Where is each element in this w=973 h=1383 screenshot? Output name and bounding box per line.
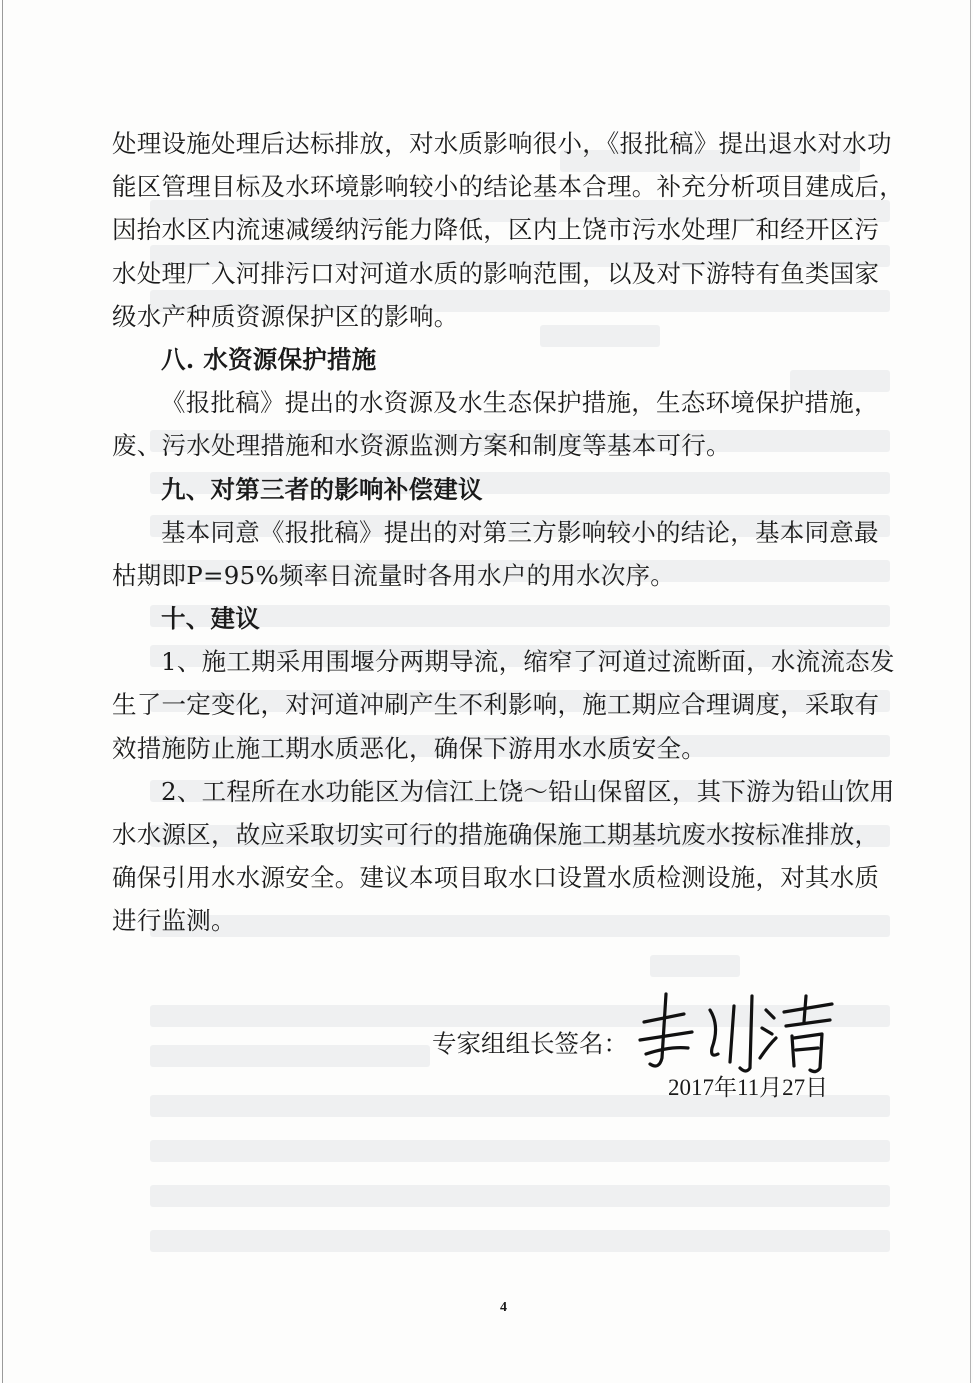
section-paragraph-line: 基本同意《报批稿》提出的对第三方影响较小的结论，基本同意最 [161,517,879,547]
body-line: 处理设施处理后达标排放，对水质影响很小，《报批稿》提出退水对水功 [112,129,892,158]
recommendation-line: 2、工程所在水功能区为信江上饶～铅山保留区，其下游为铅山饮用 [161,776,895,806]
section-paragraph-line: 废、污水处理措施和水资源监测方案和制度等基本可行。 [112,431,731,461]
section-paragraph-line: 《报批稿》提出的水资源及水生态保护措施，生态环境保护措施， [161,388,879,418]
body-line: 水处理厂入河排污口对河道水质的影响范围，以及对下游特有鱼类国家 [112,258,880,288]
section-paragraph-line: 枯期即P=95%频率日流量时各用水户的用水次序。 [112,560,675,590]
signature-date: 2017年11月27日 [668,1075,829,1100]
recommendation-line: 确保引用水水源安全。建议本项目取水口设置水质检测设施，对其水质 [112,863,880,893]
section-heading-third-party-compensation: 九、对第三者的影响补偿建议 [161,474,483,504]
recommendation-line: 生了一定变化，对河道冲刷产生不利影响，施工期应合理调度，采取有 [112,690,880,720]
section-heading-recommendations: 十、建议 [161,604,260,634]
body-line: 能区管理目标及水环境影响较小的结论基本合理。补充分析项目建成后， [112,172,904,202]
handwritten-signature [626,988,866,1078]
body-line: 因抬水区内流速减缓纳污能力降低，区内上饶市污水处理厂和经开区污 [112,215,880,245]
body-line: 级水产种质资源保护区的影响。 [112,301,459,331]
recommendation-line: 效措施防止施工期水质恶化，确保下游用水水质安全。 [112,733,706,763]
section-heading-water-protection: 八. 水资源保护措施 [161,344,377,374]
page-number: 4 [500,1300,507,1315]
recommendation-line: 1、施工期采用围堰分两期导流，缩窄了河道过流断面，水流流态发 [161,647,895,677]
signature-label: 专家组组长签名： [432,1029,628,1058]
recommendation-line: 水水源区，故应采取切实可行的措施确保施工期基坑废水按标准排放， [112,820,880,849]
document-body [112,122,902,943]
recommendation-line: 进行监测。 [112,906,236,936]
